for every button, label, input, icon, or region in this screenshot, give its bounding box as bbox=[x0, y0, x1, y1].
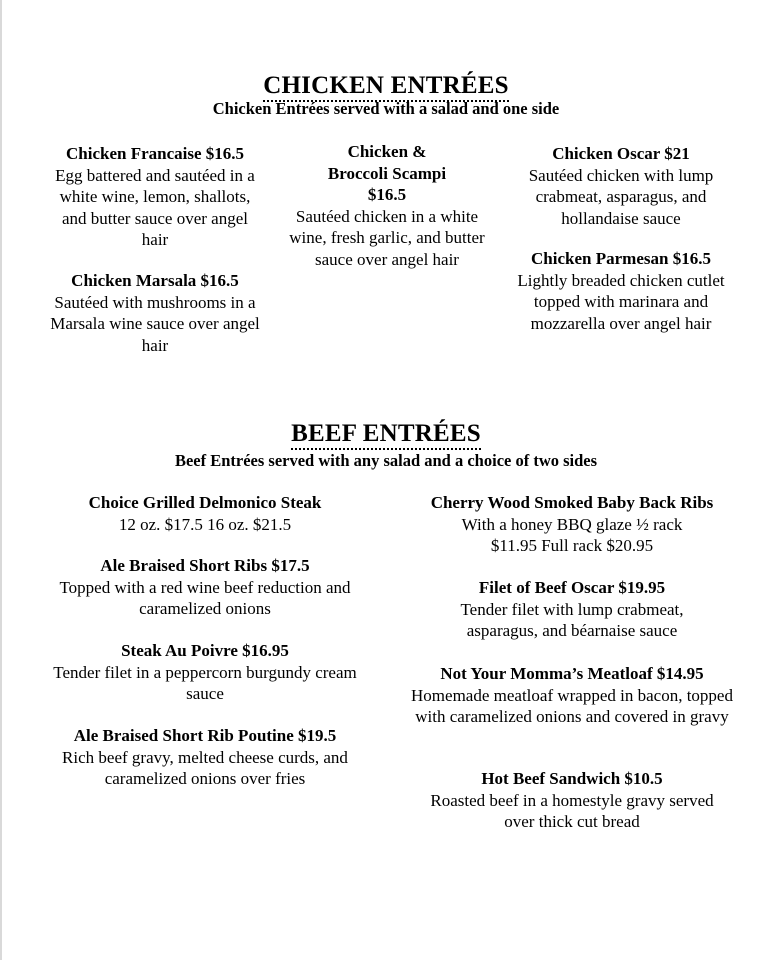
chicken-section-title bbox=[0, 72, 772, 102]
item-name: Ale Braised Short Rib Poutine $19.5 bbox=[73, 726, 337, 745]
menu-item-chicken-broccoli-scampi bbox=[280, 141, 494, 270]
beef-section-subtitle: Beef Entrées served with any salad and a choice of two sides bbox=[174, 451, 598, 470]
menu-item-chicken-francaise bbox=[50, 143, 260, 251]
menu-item-filet-of-beef-oscar bbox=[404, 577, 740, 642]
item-description: Topped with a red wine beef reduction and caramelized onions bbox=[59, 577, 351, 618]
item-name: Hot Beef Sandwich $10.5 bbox=[481, 769, 663, 788]
beef-title-text: BEEF ENTRÉES bbox=[291, 420, 481, 450]
menu-item-chicken-marsala bbox=[50, 270, 260, 356]
item-description: Tender filet with lump crabmeat, asparagus, and béarnaise sauce bbox=[460, 599, 684, 640]
item-name: Chicken & Broccoli Scampi $16.5 bbox=[327, 142, 447, 204]
item-name: Chicken Oscar $21 bbox=[552, 144, 690, 163]
item-name: Chicken Marsala $16.5 bbox=[71, 271, 239, 290]
item-description: Sautéed chicken with lump crabmeat, asparagus, and hollandaise sauce bbox=[528, 165, 714, 228]
page-left-border bbox=[0, 0, 2, 960]
chicken-title-text: CHICKEN ENTRÉES bbox=[263, 72, 508, 102]
item-name: Cherry Wood Smoked Baby Back Ribs bbox=[430, 493, 714, 512]
menu-item-meatloaf bbox=[404, 663, 740, 728]
menu-item-chicken-parmesan bbox=[516, 248, 726, 334]
chicken-section-subtitle: Chicken Entrées served with a salad and one side bbox=[212, 99, 560, 118]
menu-item-chicken-oscar bbox=[508, 143, 734, 229]
beef-section-title bbox=[0, 420, 772, 450]
item-description: Sautéed chicken in a white wine, fresh garlic, and butter sauce over angel hair bbox=[289, 206, 485, 269]
item-description: Rich beef gravy, melted cheese curds, and caramelized onions over fries bbox=[62, 747, 348, 788]
item-description: With a honey BBQ glaze ½ rack $11.95 Full rack $20.95 bbox=[461, 514, 683, 555]
item-description: Sautéed with mushrooms in a Marsala wine sauce over angel hair bbox=[50, 292, 260, 355]
item-name: Ale Braised Short Ribs $17.5 bbox=[100, 556, 310, 575]
item-description: 12 oz. $17.5 16 oz. $21.5 bbox=[118, 514, 292, 534]
menu-item-delmonico-steak bbox=[45, 492, 365, 535]
item-name: Filet of Beef Oscar $19.95 bbox=[478, 578, 666, 597]
item-name: Chicken Parmesan $16.5 bbox=[531, 249, 711, 268]
item-name: Steak Au Poivre $16.95 bbox=[121, 641, 289, 660]
menu-item-short-rib-poutine bbox=[45, 725, 365, 790]
menu-item-steak-au-poivre bbox=[45, 640, 365, 705]
menu-item-ale-braised-short-ribs bbox=[45, 555, 365, 620]
item-description: Homemade meatloaf wrapped in bacon, topped with caramelized onions and covered in gravy bbox=[411, 685, 733, 726]
item-name: Chicken Francaise $16.5 bbox=[65, 144, 245, 163]
item-description: Lightly breaded chicken cutlet topped with marinara and mozzarella over angel hair bbox=[517, 270, 725, 333]
menu-item-hot-beef-sandwich bbox=[404, 768, 740, 833]
item-description: Roasted beef in a homestyle gravy served over thick cut bread bbox=[430, 790, 714, 831]
item-description: Tender filet in a peppercorn burgundy cream sauce bbox=[53, 662, 357, 703]
item-name: Not Your Momma’s Meatloaf $14.95 bbox=[440, 664, 704, 683]
menu-item-baby-back-ribs bbox=[404, 492, 740, 557]
item-name: Choice Grilled Delmonico Steak bbox=[88, 493, 322, 512]
item-description: Egg battered and sautéed in a white wine, lemon, shallots, and butter sauce over angel hair bbox=[55, 165, 255, 249]
